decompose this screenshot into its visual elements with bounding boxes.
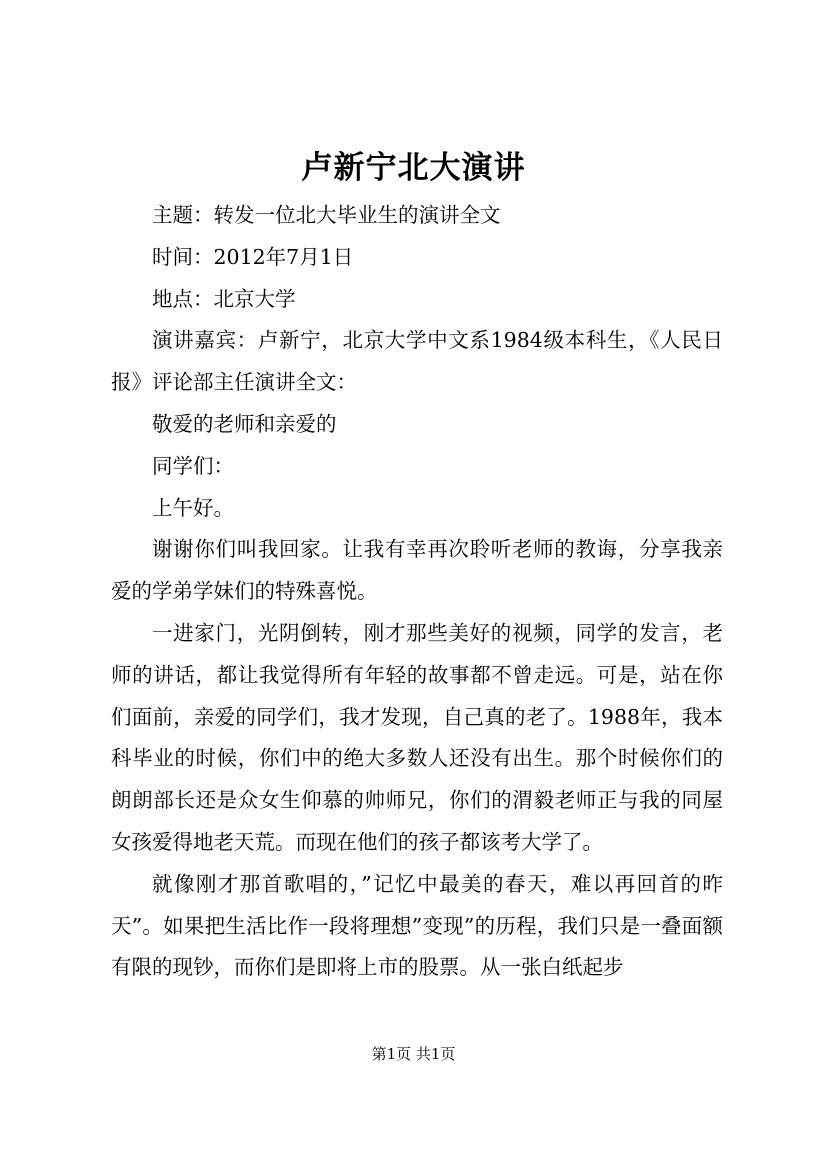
page-footer: 第1页 共1页 — [371, 1045, 456, 1063]
paragraph-greeting-3: 上午好。 — [152, 495, 234, 520]
paragraph-body: 就像刚才那首歌唱的，”记忆中最美的春天，难以再回首的昨天”。如果把生活比作一段将理想”变现”的历程，我们只是一叠面额有限的现钞，而你们是即将上市的股票。从一张白纸起步 — [111, 871, 723, 980]
paragraph-greeting-1: 敬爱的老师和亲爱的 — [152, 411, 337, 436]
paragraph-body: 谢谢你们叫我回家。让我有幸再次聆听老师的教诲，分享我亲爱的学弟学妹们的特殊喜悦。 — [111, 537, 723, 604]
paragraph-topic: 主题：转发一位北大毕业生的演讲全文 — [152, 203, 501, 227]
paragraph-location: 地点：北京大学 — [152, 286, 296, 311]
paragraph-time: 时间：2012年7月1日 — [152, 244, 354, 269]
paragraph-body: 一进家门，光阴倒转，刚才那些美好的视频，同学的发言，老师的讲话，都让我觉得所有年轻的故事都不曾走远。可是，站在你们面前，亲爱的同学们，我才发现，自己真的老了。1988年，我本科毕业的时候，你们中的绝大多数人还没有出生。那个时候你们的朗朗部长还是众女生仰慕的帅师兄，你们的渭毅老师正与我的同屋女孩爱得地老天荒。而现在他们的孩子都该考大学了。 — [111, 620, 723, 854]
paragraph-speaker: 演讲嘉宾：卢新宁，北京大学中文系1984级本科生，《人民日报》评论部主任演讲全文： — [111, 328, 723, 395]
document-title: 卢新宁北大演讲 — [301, 150, 526, 186]
paragraph-greeting-2: 同学们： — [152, 453, 234, 478]
document-body — [111, 195, 723, 989]
